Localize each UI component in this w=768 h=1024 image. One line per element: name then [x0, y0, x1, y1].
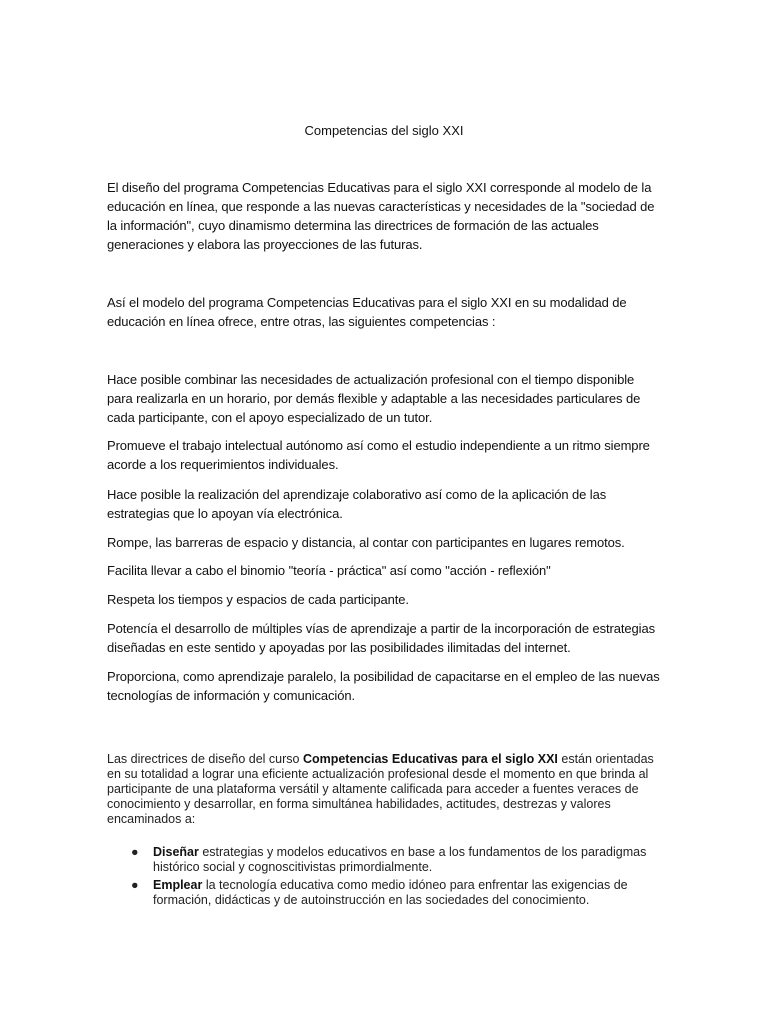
- bullet-keyword: Diseñar: [153, 845, 199, 859]
- bullet-list: [107, 845, 662, 911]
- competency-paragraph: Promueve el trabajo intelectual autónomo así como el estudio independiente a un ritmo siempre acorde a los requerimientos individuales.: [107, 438, 650, 472]
- bullet-dot-icon: ●: [131, 878, 139, 892]
- document-title: Competencias del siglo XXI: [304, 123, 464, 138]
- intro-paragraph: El diseño del programa Competencias Educativas para el siglo XXI corresponde al modelo de la educación en línea, que responde a las nuevas características y necesidades de la "sociedad de la información", cuyo dinamismo determina las directrices de formación de las actuales generaciones y elabora las proyecciones de las futuras.: [107, 180, 655, 252]
- directrices-paragraph: [107, 752, 662, 827]
- competency-paragraph: Facilita llevar a cabo el binomio "teoría - práctica" así como "acción - reflexión": [107, 563, 551, 578]
- competency-paragraph: Respeta los tiempos y espacios de cada participante.: [107, 592, 409, 607]
- bullet-text: estrategias y modelos educativos en base a los fundamentos de los paradigmas histórico social y cognoscitivistas primordialmente.: [153, 845, 647, 874]
- competency-paragraph: Rompe, las barreras de espacio y distancia, al contar con participantes en lugares remotos.: [107, 535, 625, 550]
- bullet-dot-icon: ●: [131, 845, 139, 859]
- competency-paragraph: Hace posible la realización del aprendizaje colaborativo así como de la aplicación de las estrategias que lo apoyan vía electrónica.: [107, 487, 607, 521]
- directrices-prefix: Las directrices de diseño del curso: [107, 752, 303, 766]
- bullet-item: [107, 845, 662, 875]
- competency-paragraph: Proporciona, como aprendizaje paralelo, la posibilidad de capacitarse en el empleo de las nuevas tecnologías de información y comunicación.: [107, 669, 660, 703]
- model-paragraph: Así el modelo del programa Competencias Educativas para el siglo XXI en su modalidad de educación en línea ofrece, entre otras, las siguientes competencias :: [107, 295, 627, 329]
- bullet-text: la tecnología educativa como medio idóneo para enfrentar las exigencias de formación, didácticas y de autoinstrucción en las sociedades del conocimiento.: [153, 878, 628, 907]
- bullet-keyword: Emplear: [153, 878, 203, 892]
- directrices-suffix: están orientadas en su totalidad a lograr una eficiente actualización profesional desde el momento en que brinda al participante de una plataforma versátil y altamente calificada para acceder a fuentes veraces de conocimiento y desarrollar, en forma simultánea habilidades, actitudes, destrezas y valores encaminados a:: [107, 752, 654, 826]
- competency-paragraph: Hace posible combinar las necesidades de actualización profesional con el tiempo disponible para realizarla en un horario, por demás flexible y adaptable a las necesidades particulares de cada participante, con el apoyo especializado de un tutor.: [107, 372, 641, 425]
- course-name: Competencias Educativas para el siglo XXI: [302, 752, 558, 766]
- competency-paragraph: Potencía el desarrollo de múltiples vías de aprendizaje a partir de la incorporación de estrategias diseñadas en este sentido y apoyadas por las posibilidades ilimitadas del internet.: [107, 621, 655, 655]
- bullet-item: [107, 878, 662, 908]
